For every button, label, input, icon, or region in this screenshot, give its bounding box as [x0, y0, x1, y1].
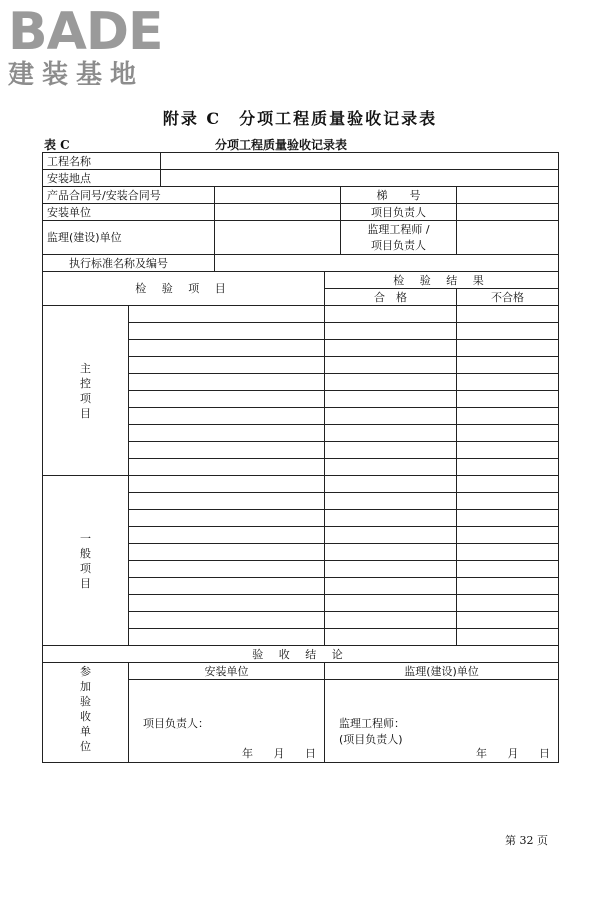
item-cell[interactable]	[129, 425, 325, 442]
table-label: 表 C	[44, 138, 70, 152]
item-cell[interactable]	[129, 374, 325, 391]
fail-cell[interactable]	[457, 306, 559, 323]
logo-brand-text: BADE	[8, 2, 163, 62]
page-number: 第 32 页	[505, 834, 548, 847]
field-label: 执行标准名称及编号	[43, 255, 215, 272]
pass-cell[interactable]	[325, 595, 457, 612]
fail-cell[interactable]	[457, 629, 559, 646]
fail-cell[interactable]	[457, 425, 559, 442]
item-cell[interactable]	[129, 408, 325, 425]
supervision-signer-sublabel: (项目负责人)	[339, 733, 403, 746]
main-control-section	[43, 306, 559, 476]
install-location-field[interactable]	[161, 170, 559, 187]
fail-cell[interactable]	[457, 340, 559, 357]
pass-cell[interactable]	[325, 340, 457, 357]
general-group-label	[43, 476, 129, 646]
item-cell[interactable]	[129, 612, 325, 629]
standard-field[interactable]	[215, 255, 559, 272]
supervision-unit-signature[interactable]	[325, 680, 559, 763]
field-label: 产品合同号/安装合同号	[43, 187, 215, 204]
install-unit-signature[interactable]	[129, 680, 325, 763]
supervision-sign-date: 年 月 日	[476, 747, 553, 760]
brand-logo	[8, 2, 163, 90]
pass-cell[interactable]	[325, 442, 457, 459]
main-control-label-char: 目	[80, 406, 91, 420]
fail-cell[interactable]	[457, 323, 559, 340]
pass-cell[interactable]	[325, 510, 457, 527]
pass-cell[interactable]	[325, 612, 457, 629]
acceptance-conclusion: 验 收 结 论	[43, 646, 559, 663]
inspection-record-form	[42, 152, 559, 763]
participants-label	[43, 663, 129, 763]
pass-header: 合 格	[325, 289, 457, 306]
item-cell[interactable]	[129, 459, 325, 476]
participants-char: 验	[80, 695, 91, 708]
fail-cell[interactable]	[457, 459, 559, 476]
field-label-line: 项目负责人	[371, 238, 426, 252]
field-label: 工程名称	[43, 153, 161, 170]
item-cell[interactable]	[129, 527, 325, 544]
pass-cell[interactable]	[325, 391, 457, 408]
supervision-unit-column-header: 监理(建设)单位	[325, 663, 559, 680]
pass-cell[interactable]	[325, 459, 457, 476]
item-cell[interactable]	[129, 629, 325, 646]
item-cell[interactable]	[129, 595, 325, 612]
participants-char: 参	[80, 665, 91, 678]
fail-cell[interactable]	[457, 561, 559, 578]
participants-header-row	[43, 663, 559, 680]
item-cell[interactable]	[129, 561, 325, 578]
form-row	[43, 187, 559, 204]
field-label: 梯 号	[341, 187, 457, 204]
fail-cell[interactable]	[457, 493, 559, 510]
item-cell[interactable]	[129, 493, 325, 510]
fail-cell[interactable]	[457, 408, 559, 425]
field-label: 安装单位	[43, 204, 215, 221]
item-cell[interactable]	[129, 391, 325, 408]
participants-char: 收	[80, 710, 91, 723]
item-cell[interactable]	[129, 357, 325, 374]
install-sign-date: 年 月 日	[242, 747, 318, 760]
project-manager-field[interactable]	[457, 204, 559, 221]
general-label-char: 一	[80, 531, 91, 545]
item-cell[interactable]	[129, 510, 325, 527]
general-section	[43, 476, 559, 646]
item-cell[interactable]	[129, 544, 325, 561]
pass-cell[interactable]	[325, 578, 457, 595]
pass-cell[interactable]	[325, 357, 457, 374]
main-control-label-char: 控	[80, 376, 91, 390]
item-cell[interactable]	[129, 442, 325, 459]
fail-cell[interactable]	[457, 374, 559, 391]
pass-cell[interactable]	[325, 476, 457, 493]
form-row	[43, 153, 559, 170]
fail-cell[interactable]	[457, 544, 559, 561]
inspection-item-header: 检 验 项 目	[43, 272, 325, 306]
pass-cell[interactable]	[325, 408, 457, 425]
item-cell[interactable]	[129, 578, 325, 595]
fail-cell[interactable]	[457, 476, 559, 493]
participants-char: 加	[80, 680, 91, 693]
supervision-engineer-field[interactable]	[457, 221, 559, 255]
logo-subtitle: 建装基地	[8, 60, 145, 90]
pass-cell[interactable]	[325, 527, 457, 544]
item-cell[interactable]	[129, 306, 325, 323]
field-label: 监理(建设)单位	[43, 221, 215, 255]
main-control-label-char: 项	[80, 391, 91, 405]
fail-cell[interactable]	[457, 442, 559, 459]
inspection-result-header: 检 验 结 果	[325, 272, 559, 289]
install-signer-label: 项目负责人：	[143, 717, 209, 730]
fail-cell[interactable]	[457, 595, 559, 612]
fail-header: 不合格	[457, 289, 559, 306]
header-row	[43, 272, 559, 289]
field-label	[341, 221, 457, 255]
item-cell[interactable]	[129, 323, 325, 340]
install-unit-column-header: 安装单位	[129, 663, 325, 680]
signature-area	[129, 680, 324, 762]
install-unit-field[interactable]	[215, 204, 341, 221]
elevator-no-field[interactable]	[457, 187, 559, 204]
item-cell[interactable]	[129, 340, 325, 357]
fail-cell[interactable]	[457, 357, 559, 374]
field-label: 安装地点	[43, 170, 161, 187]
field-label: 项目负责人	[341, 204, 457, 221]
table-title: 分项工程质量验收记录表	[215, 138, 348, 152]
appendix-title: 附录 C 分项工程质量验收记录表	[162, 109, 438, 128]
item-cell[interactable]	[129, 476, 325, 493]
pass-cell[interactable]	[325, 629, 457, 646]
pass-cell[interactable]	[325, 544, 457, 561]
form-row	[43, 221, 559, 255]
conclusion-row	[43, 646, 559, 663]
project-name-field[interactable]	[161, 153, 559, 170]
main-control-group-label	[43, 306, 129, 476]
general-label-char: 项	[80, 561, 91, 575]
signature-area	[325, 680, 558, 762]
pass-cell[interactable]	[325, 425, 457, 442]
fail-cell[interactable]	[457, 391, 559, 408]
participants-char: 单	[80, 725, 91, 738]
supervision-unit-field[interactable]	[215, 221, 341, 255]
fail-cell[interactable]	[457, 527, 559, 544]
contract-no-field[interactable]	[215, 187, 341, 204]
table-row	[43, 476, 559, 493]
pass-cell[interactable]	[325, 374, 457, 391]
participants-char: 位	[80, 740, 91, 753]
fail-cell[interactable]	[457, 578, 559, 595]
form-row	[43, 170, 559, 187]
pass-cell[interactable]	[325, 306, 457, 323]
pass-cell[interactable]	[325, 493, 457, 510]
fail-cell[interactable]	[457, 612, 559, 629]
supervision-signer-label: 监理工程师：	[339, 717, 405, 730]
pass-cell[interactable]	[325, 323, 457, 340]
field-label-line: 监理工程师 /	[367, 222, 430, 236]
main-control-label-char: 主	[80, 361, 91, 375]
general-label-char: 目	[80, 576, 91, 590]
table-row	[43, 306, 559, 323]
fail-cell[interactable]	[457, 510, 559, 527]
form-row	[43, 204, 559, 221]
form-row	[43, 255, 559, 272]
general-label-char: 般	[80, 546, 91, 560]
pass-cell[interactable]	[325, 561, 457, 578]
